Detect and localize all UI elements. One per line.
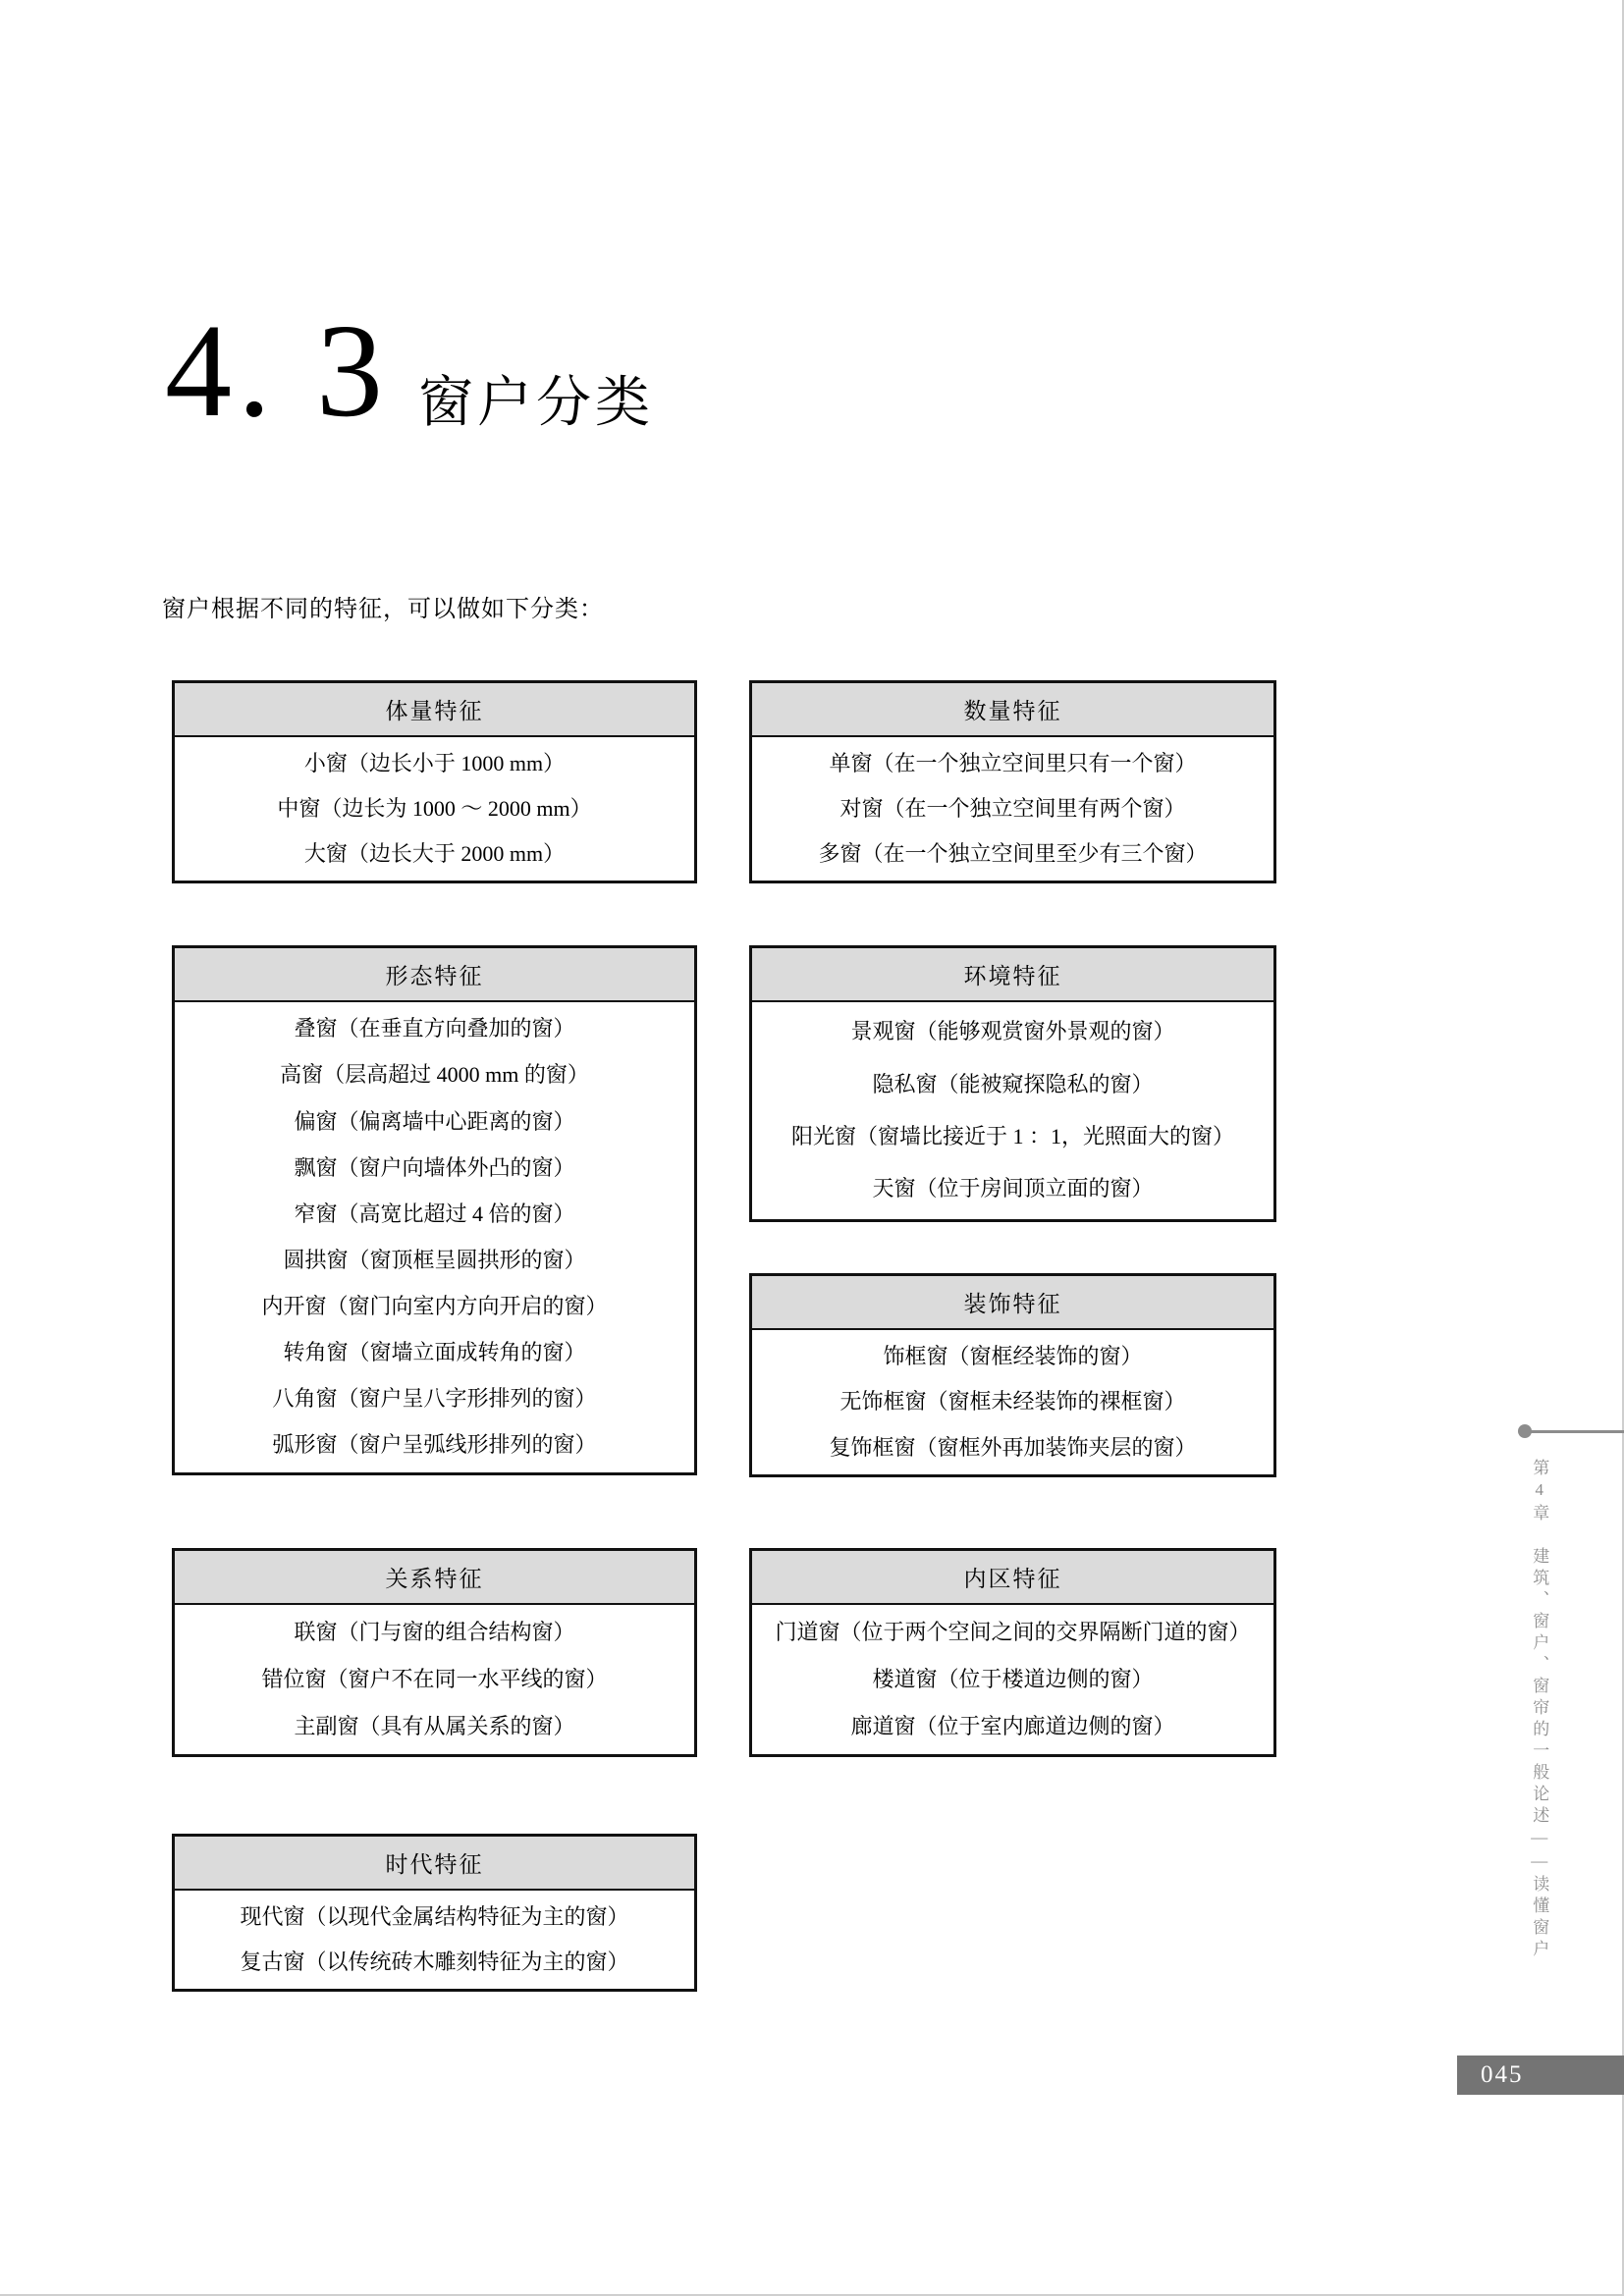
table-row: 复古窗（以传统砖木雕刻特征为主的窗）	[240, 1949, 629, 1974]
table-environment-features	[749, 945, 1276, 1222]
section-title	[165, 297, 654, 445]
table-row: 转角窗（窗墙立面成转角的窗）	[283, 1340, 586, 1364]
page-number-badge: 045	[1457, 2056, 1624, 2095]
table-header: 关系特征	[175, 1551, 694, 1605]
table-row: 隐私窗（能被窥探隐私的窗）	[872, 1071, 1154, 1096]
sidebar-rule-line	[1525, 1430, 1624, 1433]
table-row: 多窗（在一个独立空间里至少有三个窗）	[818, 840, 1208, 866]
table-header: 体量特征	[175, 683, 694, 737]
table-decoration-features	[749, 1273, 1276, 1477]
table-row: 中窗（边长为 1000 ～ 2000 mm）	[277, 795, 592, 821]
table-body	[175, 737, 694, 881]
table-row: 叠窗（在垂直方向叠加的窗）	[294, 1016, 575, 1041]
table-body	[175, 1891, 694, 1989]
table-row: 八角窗（窗户呈八字形排列的窗）	[272, 1386, 597, 1412]
table-row: 窄窗（高宽比超过 4 倍的窗）	[294, 1201, 575, 1226]
table-era-features	[172, 1834, 697, 1992]
table-row: 廊道窗（位于室内廊道边侧的窗）	[850, 1713, 1175, 1738]
table-row: 复饰框窗（窗框外再加装饰夹层的窗）	[829, 1434, 1197, 1460]
intro-paragraph: 窗户根据不同的特征，可以做如下分类：	[162, 597, 604, 622]
table-body	[752, 1605, 1273, 1754]
section-number: 4. 3	[165, 297, 389, 445]
table-form-features	[172, 945, 697, 1475]
table-row: 现代窗（以现代金属结构特征为主的窗）	[240, 1903, 629, 1929]
table-body	[752, 737, 1273, 881]
table-relation-features	[172, 1548, 697, 1757]
table-row: 错位窗（窗户不在同一水平线的窗）	[261, 1666, 608, 1691]
table-row: 内开窗（窗门向室内方向开启的窗）	[261, 1293, 608, 1318]
table-volume-features	[172, 680, 697, 883]
section-title-text: 窗户分类	[418, 373, 654, 434]
chapter-sidebar-label: 第4章 建筑、窗户、窗帘的一般论述——读懂窗户	[1530, 1459, 1549, 1961]
table-header: 形态特征	[175, 948, 694, 1002]
table-row: 无饰框窗（窗框未经装饰的裸框窗）	[839, 1389, 1186, 1415]
table-body	[175, 1002, 694, 1472]
table-quantity-features	[749, 680, 1276, 883]
table-body	[175, 1605, 694, 1754]
table-row: 小窗（边长小于 1000 mm）	[303, 750, 566, 775]
table-row: 大窗（边长大于 2000 mm）	[303, 840, 566, 866]
table-row: 偏窗（偏离墙中心距离的窗）	[294, 1108, 575, 1134]
table-row: 弧形窗（窗户呈弧线形排列的窗）	[272, 1432, 597, 1458]
table-header: 时代特征	[175, 1837, 694, 1891]
table-row: 高窗（层高超过 4000 mm 的窗）	[280, 1062, 589, 1088]
table-header: 内区特征	[752, 1551, 1273, 1605]
table-row: 景观窗（能够观赏窗外景观的窗）	[850, 1019, 1175, 1044]
table-header: 数量特征	[752, 683, 1273, 737]
table-innerzone-features	[749, 1548, 1276, 1757]
table-row: 圆拱窗（窗顶框呈圆拱形的窗）	[283, 1247, 586, 1272]
table-row: 门道窗（位于两个空间之间的交界隔断门道的窗）	[775, 1619, 1251, 1644]
table-body	[752, 1330, 1273, 1474]
table-row: 饰框窗（窗框经装饰的窗）	[883, 1343, 1143, 1368]
table-row: 单窗（在一个独立空间里只有一个窗）	[829, 750, 1197, 775]
table-row: 飘窗（窗户向墙体外凸的窗）	[294, 1154, 575, 1180]
table-row: 对窗（在一个独立空间里有两个窗）	[839, 795, 1186, 821]
table-row: 天窗（位于房间顶立面的窗）	[872, 1176, 1154, 1201]
table-header: 装饰特征	[752, 1276, 1273, 1330]
table-row: 楼道窗（位于楼道边侧的窗）	[872, 1666, 1154, 1691]
table-row: 联窗（门与窗的组合结构窗）	[294, 1619, 575, 1644]
table-row: 主副窗（具有从属关系的窗）	[294, 1713, 575, 1738]
table-header: 环境特征	[752, 948, 1273, 1002]
table-row: 阳光窗（窗墙比接近于 1 ：1，光照面大的窗）	[790, 1123, 1234, 1148]
table-body	[752, 1002, 1273, 1219]
